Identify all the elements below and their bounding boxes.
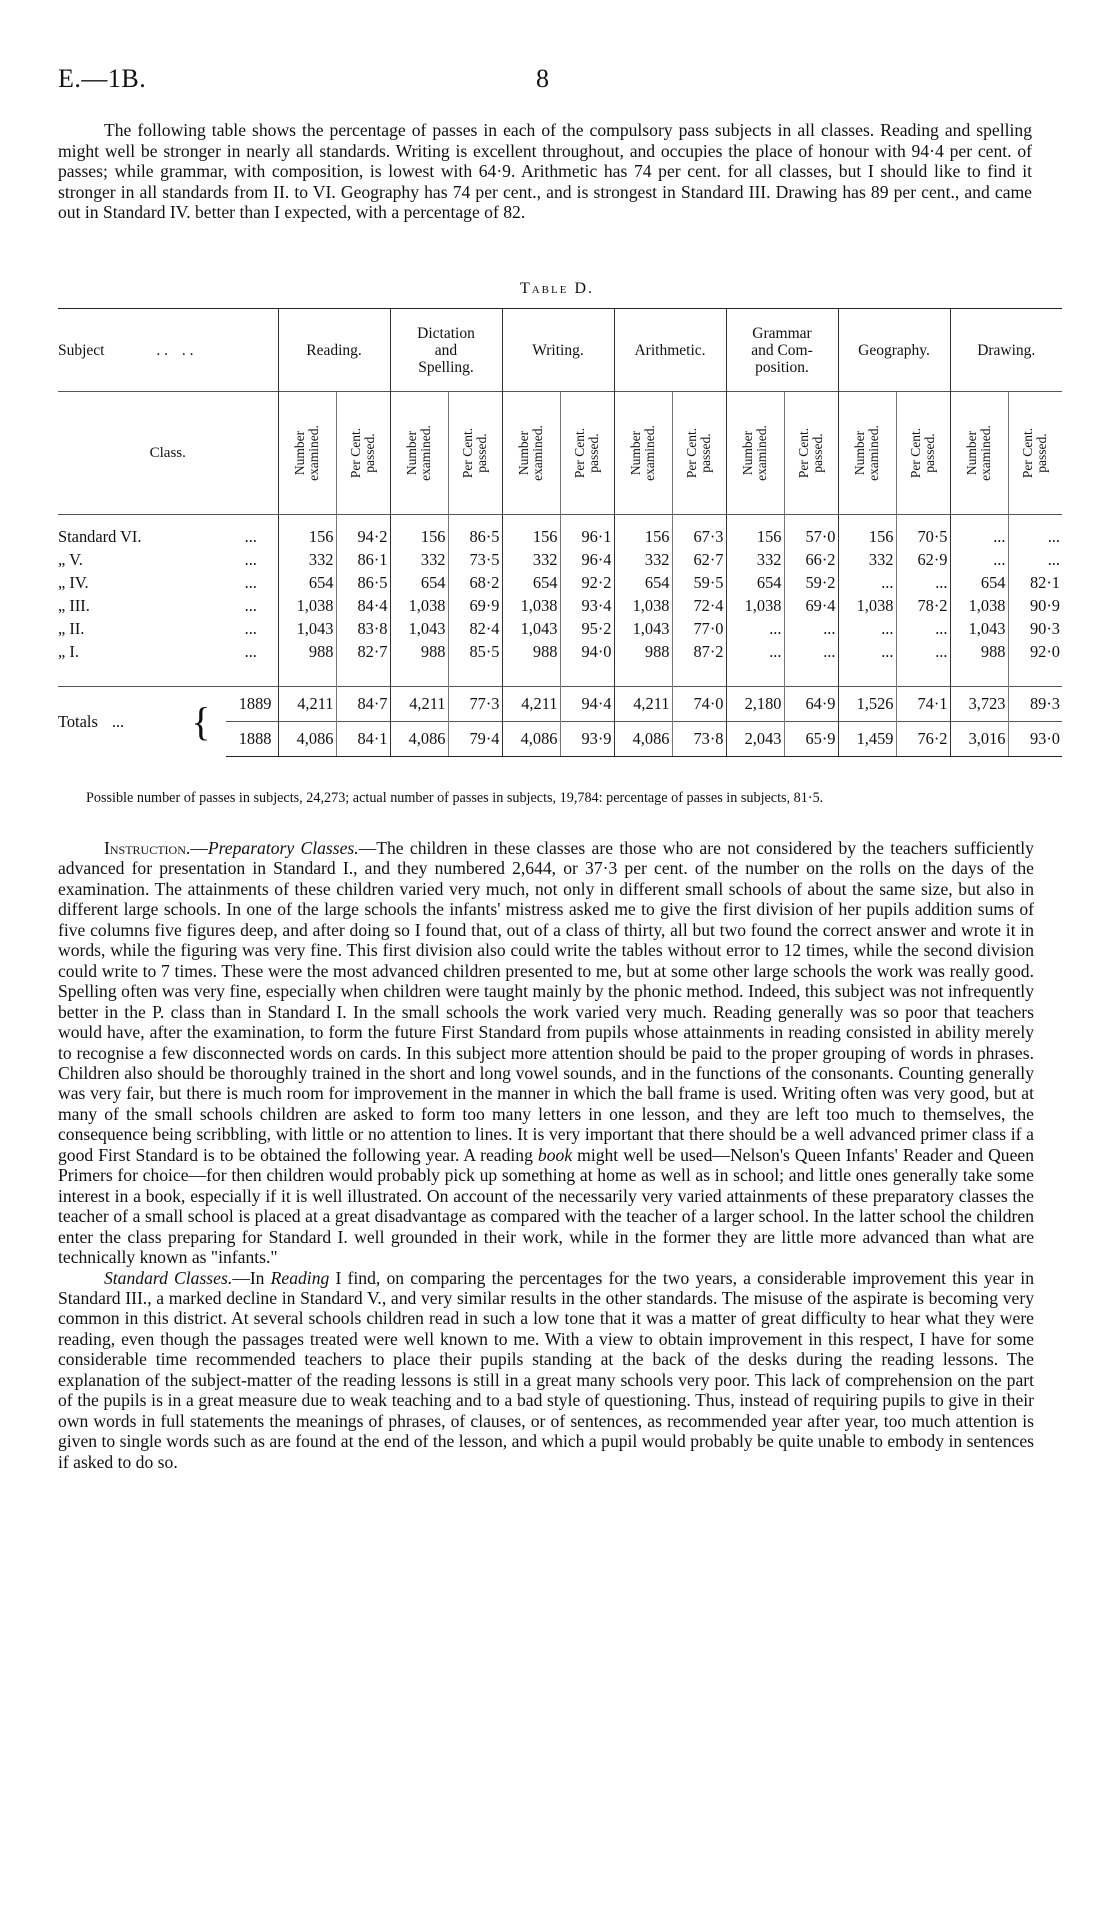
subject-heading: [502, 309, 614, 392]
percent-passed-cell: 78·2: [896, 594, 950, 617]
standard-text-b: I find, on comparing the percentages for the two years, a considerable improvement this year in Standard III., a marked decline in Standard V., and very similar results in the other standards. The misuse of the aspirate is becoming very common in this district. At several schools children read in such a low tone that it was a matter of great difficulty to hear what they were reading, even though the passages treated were well known to me. With a view to obtain improvement in this respect, I have for some considerable time recommended teachers to place their pupils standing at the back of the desks during the reading lessons. The explanation of the subject-matter of the reading lessons is still in a great many schools very poor. This lack of comprehension on the part of the pupils is in a great measure due to weak teaching and to a bad style of questioning. Thus, instead of requiring pupils to give in their own words in full statements the meanings of phrases, of clauses, or of sentences, as recommended year after year, too much attention is given to single words such as are found at the end of the lesson, and which a pupil would probably be quite unable to embody in sentences if asked to do so.: [58, 1267, 1034, 1472]
table-row: [58, 548, 1062, 571]
class-label: Class.: [58, 392, 278, 515]
rotated-header-text: [965, 425, 993, 481]
header-line: passed.: [810, 433, 825, 473]
row-label: „ II.: [58, 619, 85, 638]
row-label: „ I.: [58, 642, 79, 661]
rotated-header-text: [349, 428, 377, 478]
percent-passed-cell: 92·0: [1008, 640, 1062, 663]
percent-passed-cell: 82·1: [1008, 571, 1062, 594]
total-percent-cell: 84·7: [336, 687, 390, 722]
percent-passed-cell: 82·7: [336, 640, 390, 663]
total-percent-cell: 93·0: [1008, 722, 1062, 757]
number-examined-cell: 156: [614, 515, 672, 549]
total-percent-cell: 76·2: [896, 722, 950, 757]
page-number: 8: [536, 64, 549, 93]
total-percent-cell: 94·4: [560, 687, 614, 722]
subject-heading-line: Geography.: [858, 341, 930, 359]
rotated-header-text: [573, 428, 601, 478]
book-word: book: [537, 1144, 573, 1165]
totals-row: [58, 687, 1062, 722]
page-header: [58, 64, 1056, 104]
percent-passed-cell: 96·1: [560, 515, 614, 549]
percent-passed-cell: 84·4: [336, 594, 390, 617]
row-label: „ V.: [58, 550, 83, 569]
header-line: passed.: [1034, 433, 1050, 473]
subject-label: Subject: [58, 341, 105, 359]
percent-passed-cell: 73·5: [448, 548, 502, 571]
percent-passed-header: [784, 392, 838, 515]
rotated-header-text: [1021, 428, 1049, 478]
spacer-cell: [278, 663, 336, 687]
standard-classes-paragraph: [58, 1268, 1034, 1473]
results-table: [58, 308, 1062, 757]
rotated-header-text: [741, 425, 769, 481]
header-line: examined.: [418, 425, 433, 481]
total-number-cell: 4,086: [390, 722, 448, 757]
totals-body: [58, 687, 1062, 757]
number-examined-cell: ...: [838, 571, 896, 594]
subject-heading: [278, 309, 390, 392]
preparatory-text-a: —The children in these classes are those who are not considered by the teachers sufficiently advanced for presentation in Standard I., and they numbered 2,644, or 37·3 per cent. of the number on the rolls on the days of the examination. The attainments of these children varied very much, not only in different small schools of about the same size, but also in different large schools. In one of the large schools the infants' mistress asked me to give the first division of her pupils addition sums of five columns five figures deep, and after doing so I found that, out of a class of thirty, all but two found the correct answer and wrote it in words, while the figuring was very fine. This first division also could write the tables without error to 12 times, while the second division could write to 7 times. These were the most advanced children presented to me, but at some other large schools the work was really good. Spelling often was very fine, especially when children were taught mainly by the phonic method. Indeed, this subject was not infrequently better in the P. class than in Standard I. In the small schools the work varied very much. Reading generally was so poor that teachers would have, after the examination, to form the future First Standard from pupils whose attainments in reading consisted in ability merely to recognise a few disconnected words on cards. In this subject more attention should be paid to the proper grouping of words in phrases. Children also should be thoroughly trained in the short and long vowel sounds, and in the functions of the consonants. Counting generally was very fair, but there is much room for improvement in the manner in which the ball frame is used. Writing often was very good, but at many of the small schools children are asked to form too many letters in one lesson, and they are left too much to themselves, the consequence being scribbling, with little or no attention to lines. It is very important that there should be a well advanced primer class if a good First Standard is to be obtained the following year. A reading: [58, 838, 1034, 1165]
row-dots: ...: [244, 642, 257, 661]
header-line: examined.: [754, 425, 769, 481]
subject-heading: [950, 309, 1062, 392]
number-examined-cell: 332: [614, 548, 672, 571]
subject-heading-line: Writing.: [532, 341, 584, 359]
number-examined-cell: 1,038: [838, 594, 896, 617]
spacer-cell: [560, 663, 614, 687]
total-percent-cell: 89·3: [1008, 687, 1062, 722]
preparatory-classes-paragraph: [58, 838, 1034, 1268]
number-examined-cell: 156: [278, 515, 336, 549]
spacer-cell: [784, 663, 838, 687]
rotated-header-text: [461, 428, 489, 478]
percent-passed-cell: 90·3: [1008, 617, 1062, 640]
percent-passed-header: [336, 392, 390, 515]
total-percent-cell: 65·9: [784, 722, 838, 757]
percent-passed-cell: 90·9: [1008, 594, 1062, 617]
number-examined-header: [614, 392, 672, 515]
total-number-cell: 4,211: [614, 687, 672, 722]
total-number-cell: 1,526: [838, 687, 896, 722]
percent-passed-cell: ...: [896, 640, 950, 663]
subject-heading: [390, 309, 502, 392]
percent-passed-cell: ...: [784, 617, 838, 640]
rotated-header-text: [909, 428, 937, 478]
percent-passed-cell: 86·5: [448, 515, 502, 549]
percent-passed-header: [448, 392, 502, 515]
instruction-lead: Instruction.: [104, 838, 191, 858]
total-percent-cell: 77·3: [448, 687, 502, 722]
percent-passed-cell: 67·3: [672, 515, 726, 549]
spacer-cell: [614, 663, 672, 687]
class-header-row: [58, 392, 1062, 515]
number-examined-cell: 654: [726, 571, 784, 594]
subject-dots: . .: [156, 341, 168, 359]
percent-passed-cell: 66·2: [784, 548, 838, 571]
header-line: Number: [964, 430, 979, 476]
spacer-cell: [58, 663, 278, 687]
subject-heading-line: and Com-: [751, 341, 813, 359]
standard-classes-heading: Standard Classes.: [104, 1267, 233, 1288]
totals-year: 1889: [226, 687, 278, 722]
number-examined-cell: 1,038: [950, 594, 1008, 617]
header-line: passed.: [698, 433, 713, 473]
total-number-cell: 3,723: [950, 687, 1008, 722]
number-examined-cell: ...: [838, 640, 896, 663]
number-examined-header: [278, 392, 336, 515]
number-examined-cell: 1,043: [278, 617, 336, 640]
header-line: examined.: [530, 425, 545, 481]
percent-passed-cell: 72·4: [672, 594, 726, 617]
table-row: [58, 594, 1062, 617]
number-examined-header: [838, 392, 896, 515]
percent-passed-cell: 86·5: [336, 571, 390, 594]
total-percent-cell: 74·0: [672, 687, 726, 722]
row-dots: ...: [244, 596, 257, 615]
number-examined-header: [390, 392, 448, 515]
number-examined-cell: 332: [278, 548, 336, 571]
spacer-row: [58, 663, 1062, 687]
percent-passed-cell: 70·5: [896, 515, 950, 549]
percent-passed-header: [560, 392, 614, 515]
number-examined-cell: 988: [950, 640, 1008, 663]
header-line: Per Cent.: [348, 427, 363, 479]
rotated-header-text: [517, 425, 545, 481]
rotated-header-text: [797, 428, 825, 478]
standards-body: [58, 515, 1062, 687]
number-examined-cell: 156: [838, 515, 896, 549]
number-examined-cell: 1,043: [390, 617, 448, 640]
percent-passed-cell: 68·2: [448, 571, 502, 594]
percent-passed-cell: 94·0: [560, 640, 614, 663]
header-line: Number: [740, 430, 755, 476]
percent-passed-cell: 92·2: [560, 571, 614, 594]
spacer-cell: [950, 663, 1008, 687]
total-number-cell: 4,211: [502, 687, 560, 722]
table-title: Table D.: [519, 280, 595, 297]
header-line: Per Cent.: [572, 427, 587, 479]
number-examined-cell: 988: [614, 640, 672, 663]
total-percent-cell: 73·8: [672, 722, 726, 757]
number-examined-cell: 156: [390, 515, 448, 549]
spacer-cell: [390, 663, 448, 687]
totals-text: Totals: [58, 711, 98, 731]
subject-heading-line: Arithmetic.: [634, 341, 706, 359]
brace: {: [176, 687, 226, 757]
total-number-cell: 3,016: [950, 722, 1008, 757]
number-examined-cell: ...: [950, 548, 1008, 571]
header-line: Per Cent.: [908, 427, 923, 479]
number-examined-cell: ...: [726, 640, 784, 663]
percent-passed-cell: ...: [1008, 548, 1062, 571]
subject-heading-line: Spelling.: [418, 358, 474, 376]
number-examined-header: [726, 392, 784, 515]
rotated-header-text: [853, 425, 881, 481]
spacer-cell: [896, 663, 950, 687]
header-line: passed.: [474, 433, 489, 473]
spacer-cell: [726, 663, 784, 687]
number-examined-cell: 332: [838, 548, 896, 571]
header-line: Per Cent.: [684, 427, 699, 479]
percent-passed-cell: 62·9: [896, 548, 950, 571]
subject-heading-line: Drawing.: [977, 341, 1036, 359]
percent-passed-header: [1008, 392, 1062, 515]
number-examined-cell: 1,038: [278, 594, 336, 617]
subject-heading: [614, 309, 726, 392]
total-percent-cell: 64·9: [784, 687, 838, 722]
instruction-dash: —: [190, 838, 208, 858]
total-number-cell: 4,086: [614, 722, 672, 757]
row-dots: ...: [244, 550, 257, 569]
table-footnote: Possible number of passes in subjects, 24,273; actual number of passes in subjects, 19,784: percentage of passes in subjects, 81·5.: [86, 790, 824, 806]
number-examined-cell: 1,038: [390, 594, 448, 617]
spacer-cell: [838, 663, 896, 687]
subject-dots-2: . .: [181, 341, 194, 359]
number-examined-cell: ...: [950, 515, 1008, 549]
number-examined-cell: 1,038: [502, 594, 560, 617]
header-line: examined.: [866, 425, 881, 481]
table-row: [58, 515, 1062, 549]
header-line: Per Cent.: [1020, 427, 1036, 479]
header-line: Per Cent.: [796, 427, 811, 479]
body-text: [58, 838, 1034, 1472]
header-line: examined.: [978, 425, 993, 481]
number-examined-cell: 156: [726, 515, 784, 549]
total-percent-cell: 74·1: [896, 687, 950, 722]
percent-passed-cell: 86·1: [336, 548, 390, 571]
header-line: passed.: [922, 433, 937, 473]
totals-dots: ...: [111, 711, 125, 731]
row-dots: ...: [244, 527, 257, 546]
table-row: [58, 640, 1062, 663]
number-examined-cell: 654: [950, 571, 1008, 594]
number-examined-cell: 1,038: [614, 594, 672, 617]
header-line: Number: [516, 430, 531, 476]
total-number-cell: 4,211: [390, 687, 448, 722]
percent-passed-cell: ...: [896, 617, 950, 640]
row-label: „ IV.: [58, 573, 89, 592]
number-examined-cell: 654: [390, 571, 448, 594]
spacer-cell: [448, 663, 502, 687]
total-number-cell: 1,459: [838, 722, 896, 757]
percent-passed-header: [672, 392, 726, 515]
number-examined-cell: ...: [838, 617, 896, 640]
percent-passed-cell: 62·7: [672, 548, 726, 571]
total-percent-cell: 84·1: [336, 722, 390, 757]
total-percent-cell: 93·9: [560, 722, 614, 757]
number-examined-cell: 332: [502, 548, 560, 571]
table-row: [58, 571, 1062, 594]
number-examined-cell: 156: [502, 515, 560, 549]
number-examined-cell: 332: [390, 548, 448, 571]
table-d: [58, 308, 1060, 757]
percent-passed-cell: 95·2: [560, 617, 614, 640]
percent-passed-cell: 59·2: [784, 571, 838, 594]
number-examined-cell: 332: [726, 548, 784, 571]
number-examined-cell: 654: [278, 571, 336, 594]
rotated-header-text: [629, 425, 657, 481]
header-line: Number: [852, 430, 867, 476]
percent-passed-cell: 93·4: [560, 594, 614, 617]
rotated-header-text: [293, 425, 321, 481]
subject-heading-line: Dictation: [417, 324, 475, 342]
number-examined-cell: ...: [726, 617, 784, 640]
header-line: passed.: [586, 433, 601, 473]
percent-passed-cell: 83·8: [336, 617, 390, 640]
number-examined-header: [502, 392, 560, 515]
number-examined-cell: 1,038: [726, 594, 784, 617]
percent-passed-cell: ...: [1008, 515, 1062, 549]
percent-passed-cell: 85·5: [448, 640, 502, 663]
document-reference: E.—1B.: [58, 64, 147, 93]
total-number-cell: 4,086: [278, 722, 336, 757]
percent-passed-cell: 77·0: [672, 617, 726, 640]
totals-label: [58, 687, 176, 757]
number-examined-cell: 654: [614, 571, 672, 594]
standard-text-a: —In: [232, 1267, 271, 1288]
header-line: examined.: [306, 425, 321, 481]
number-examined-cell: 1,043: [614, 617, 672, 640]
header-line: Number: [404, 430, 419, 476]
preparatory-classes-heading: Preparatory Classes.: [207, 838, 359, 858]
header-line: passed.: [362, 433, 377, 473]
percent-passed-cell: 82·4: [448, 617, 502, 640]
number-examined-cell: 1,043: [502, 617, 560, 640]
spacer-cell: [1008, 663, 1062, 687]
totals-year: 1888: [226, 722, 278, 757]
percent-passed-cell: 94·2: [336, 515, 390, 549]
header-line: Number: [292, 430, 307, 476]
intro-paragraph: The following table shows the percentage of passes in each of the compulsory pass subjects in all classes. Reading and spelling might well be stronger in nearly all standards. Writing is excellent throughout, and occupies the place of honour with 94·4 per cent. of passes; while grammar, with composition, is lowest with 64·9. Arithmetic has 74 per cent. for all classes, but I should like to find it stronger in all standards from II. to VI. Geography has 74 per cent., and is strongest in Standard III. Drawing has 89 per cent., and came out in Standard IV. better than I expected, with a percentage of 82.: [58, 120, 1032, 222]
rotated-header-text: [405, 425, 433, 481]
total-percent-cell: 79·4: [448, 722, 502, 757]
number-examined-cell: 988: [278, 640, 336, 663]
percent-passed-cell: 57·0: [784, 515, 838, 549]
number-examined-cell: 1,043: [950, 617, 1008, 640]
reading-word: Reading: [270, 1267, 330, 1288]
spacer-cell: [672, 663, 726, 687]
subject-heading-line: Reading.: [306, 341, 362, 359]
subject-header-row: [58, 309, 1062, 392]
number-examined-cell: 988: [390, 640, 448, 663]
preparatory-text-b: might well be used—Nelson's Queen Infants' Reader and Queen Primers for choice—for then children would probably pick up something at home as well as in school; and little ones generally take some interest in a book, especially if it is well illustrated. On account of the necessarily very varied attainments of these preparatory classes the teacher of a small school is placed at a great disadvantage as compared with the teacher of a larger school. In the latter school the children enter the class preparing for Standard I. well grounded in their work, while in the former they are little more advanced than what are technically known as "infants.": [58, 1144, 1034, 1268]
subject-heading-line: and: [434, 341, 458, 359]
spacer-cell: [336, 663, 390, 687]
percent-passed-cell: 87·2: [672, 640, 726, 663]
table-row: [58, 617, 1062, 640]
row-dots: ...: [244, 573, 257, 592]
rotated-header-text: [685, 428, 713, 478]
subject-heading: [838, 309, 950, 392]
spacer-cell: [502, 663, 560, 687]
percent-passed-cell: ...: [784, 640, 838, 663]
header-line: Number: [628, 430, 643, 476]
percent-passed-cell: 69·9: [448, 594, 502, 617]
subject-heading: [726, 309, 838, 392]
row-label: „ III.: [58, 596, 90, 615]
subject-label-cell: [58, 309, 278, 392]
subject-heading-line: Grammar: [752, 324, 812, 342]
total-number-cell: 4,211: [278, 687, 336, 722]
row-dots: ...: [244, 619, 257, 638]
percent-passed-cell: 69·4: [784, 594, 838, 617]
total-number-cell: 4,086: [502, 722, 560, 757]
header-line: Per Cent.: [460, 427, 475, 479]
total-number-cell: 2,180: [726, 687, 784, 722]
percent-passed-cell: 96·4: [560, 548, 614, 571]
total-number-cell: 2,043: [726, 722, 784, 757]
number-examined-header: [950, 392, 1008, 515]
percent-passed-cell: 59·5: [672, 571, 726, 594]
number-examined-cell: 654: [502, 571, 560, 594]
row-label: Standard VI.: [58, 527, 142, 546]
subject-heading-line: position.: [755, 358, 809, 376]
percent-passed-cell: ...: [896, 571, 950, 594]
percent-passed-header: [896, 392, 950, 515]
number-examined-cell: 988: [502, 640, 560, 663]
header-line: examined.: [642, 425, 657, 481]
